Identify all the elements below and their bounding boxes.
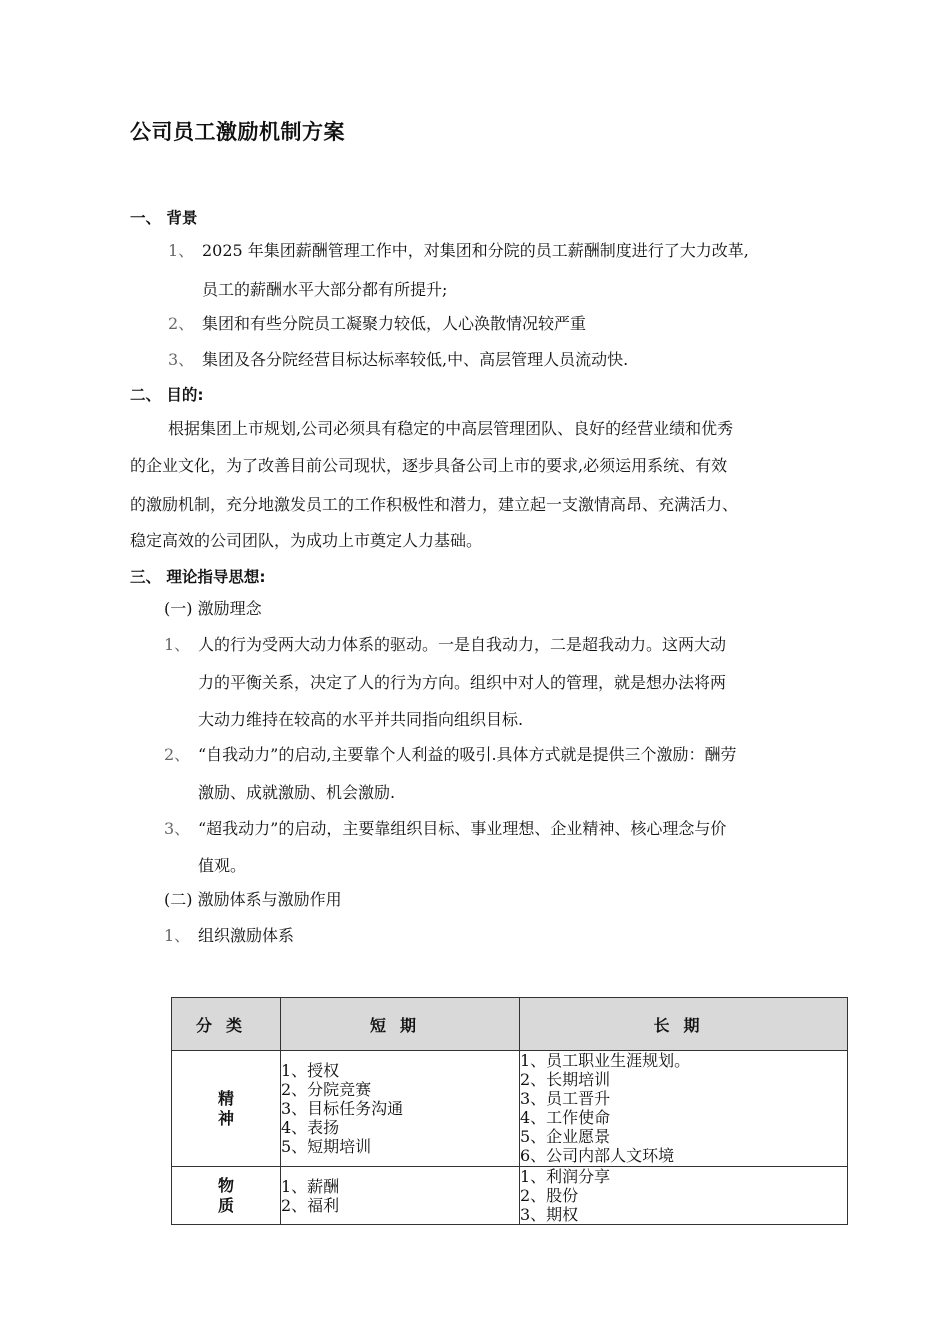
list-item: 4、工作使命 [520,1108,611,1127]
list-text: “自我动力”的启动,主要靠个人利益的吸引.具体方式就是提供三个激励：酬劳 [198,745,737,764]
list-item-continuation: 值观。 [198,856,247,875]
paragraph-line: 的企业文化，为了改善目前公司现状，逐步具备公司上市的要求,必须运用系统、有效 [130,456,728,475]
list-item: 2、股份 [520,1186,579,1205]
list-text: 集团及各分院经营目标达标率较低,中、高层管理人员流动快. [202,350,629,369]
list-number: 3、 [168,350,195,369]
section-2-heading: 二、 目的: [130,386,204,404]
list-text: “超我动力”的启动，主要靠组织目标、事业理想、企业精神、核心理念与价 [198,819,727,838]
long-term-cell [520,1051,848,1167]
list-item: 1、员工职业生涯规划。 [520,1051,691,1070]
list-item-continuation: 力的平衡关系，决定了人的行为方向。组织中对人的管理，就是想办法将两 [198,673,727,692]
category-label: 精神 [217,1088,234,1128]
subheading: (二) 激励体系与激励作用 [164,890,342,909]
list-item [164,634,726,656]
list-number: 3、 [164,819,191,838]
table-row [172,1051,848,1167]
list-number: 2、 [164,745,191,764]
list-item: 4、表扬 [281,1118,340,1137]
list-item: 3、员工晋升 [520,1089,611,1108]
list-item: 3、目标任务沟通 [281,1099,404,1118]
list-item: 1、授权 [281,1061,340,1080]
list-item-continuation: 大动力维持在较高的水平并共同指向组织目标. [198,710,524,729]
list-item [164,744,737,766]
list-text: 组织激励体系 [198,926,295,945]
list-number: 1、 [168,241,195,260]
list-item-continuation: 员工的薪酬水平大部分都有所提升; [202,280,448,299]
header-short-term: 短期 [281,998,520,1051]
category-cell [172,1051,281,1167]
document-title: 公司员工激励机制方案 [130,120,345,144]
list-item-continuation: 激励、成就激励、机会激励. [198,783,396,802]
paragraph-line: 稳定高效的公司团队，为成功上市奠定人力基础。 [130,531,483,550]
incentive-table [171,997,848,1225]
list-number: 2、 [168,314,195,333]
list-number: 1、 [164,635,191,654]
list-item: 1、薪酬 [281,1176,340,1196]
category-label: 物质 [217,1175,234,1215]
long-term-cell [520,1167,848,1225]
short-term-cell [281,1051,520,1167]
list-item: 2、分院竞赛 [281,1080,372,1099]
section-1-heading: 一、 背景 [130,209,198,227]
list-item: 5、企业愿景 [520,1127,611,1146]
header-category: 分类 [172,998,281,1051]
short-term-cell [281,1167,520,1225]
list-text: 2025 年集团薪酬管理工作中，对集团和分院的员工薪酬制度进行了大力改革, [202,241,749,260]
table-header-row [172,998,848,1051]
list-text: 人的行为受两大动力体系的驱动。一是自我动力，二是超我动力。这两大动 [198,635,727,654]
subheading: (一) 激励理念 [164,599,262,618]
list-item [164,925,294,947]
list-item: 5、短期培训 [281,1137,372,1156]
list-item: 2、福利 [281,1195,340,1215]
paragraph-line: 根据集团上市规划,公司必须具有稳定的中高层管理团队、良好的经营业绩和优秀 [168,419,734,438]
paragraph-line: 的激励机制，充分地激发员工的工作积极性和潜力，建立起一支激情高昂、充满活力、 [130,495,739,514]
list-item [168,313,586,335]
list-item: 2、长期培训 [520,1070,611,1089]
section-3-heading: 三、 理论指导思想: [130,568,266,586]
header-long-term: 长期 [520,998,848,1051]
list-text: 集团和有些分院员工凝聚力较低，人心涣散情况较严重 [202,314,587,333]
list-item: 6、公司内部人文环境 [520,1146,675,1165]
category-cell [172,1167,281,1225]
list-number: 1、 [164,926,191,945]
table-row [172,1167,848,1225]
list-item [168,240,749,262]
list-item [168,349,628,371]
list-item: 1、利润分享 [520,1167,611,1186]
list-item [164,818,726,840]
list-item: 3、期权 [520,1205,579,1224]
